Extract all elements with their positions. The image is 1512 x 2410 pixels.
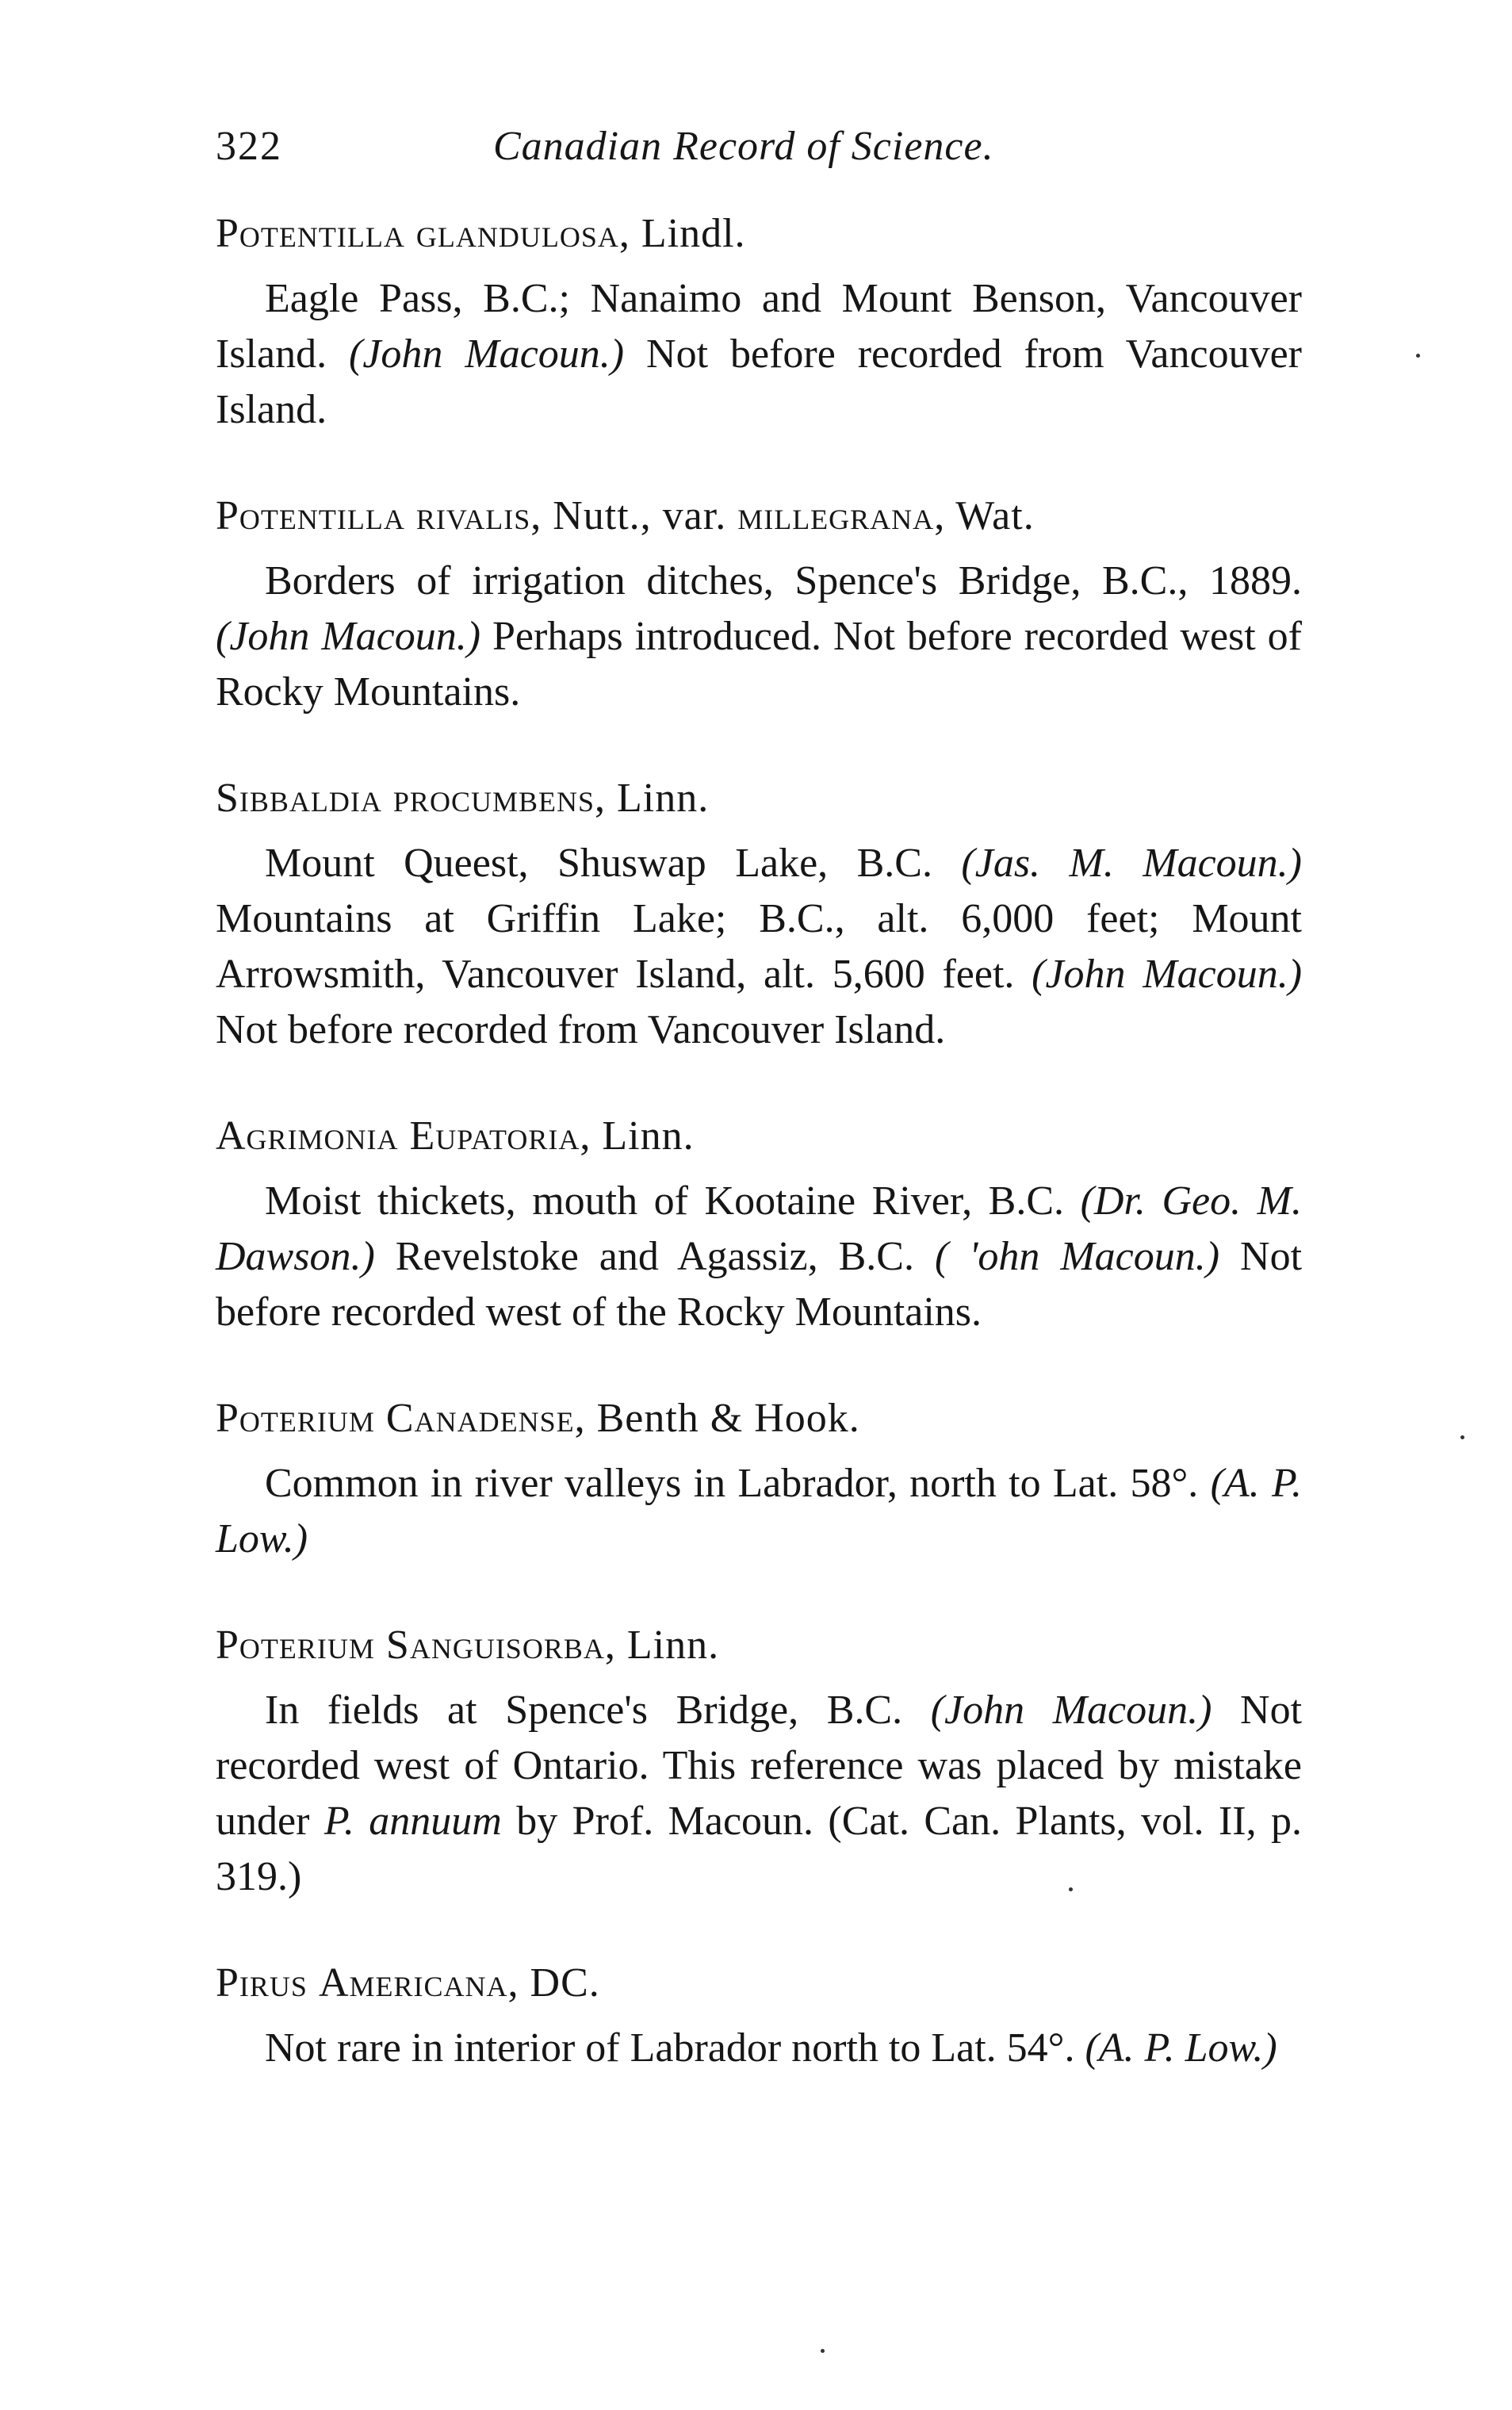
collector: (A. P. Low.) xyxy=(1085,2025,1277,2071)
notes-text: Moist thickets, mouth of Kootaine River, B.C. xyxy=(265,1178,1081,1224)
species-notes xyxy=(216,1174,1302,1340)
species-entry xyxy=(216,206,1302,438)
notes-text: by Prof. Macoun. (Cat. Can. Plants, vol. II, p. 319.) xyxy=(216,1799,1302,1899)
species-name: Eupatoria xyxy=(409,1113,580,1159)
notes-text: Mountains at Griffin Lake; B.C., alt. 6,000 feet; Mount Arrowsmith, Vancouver Island, alt. 5,600 feet. xyxy=(216,896,1302,997)
species-entry xyxy=(216,1109,1302,1340)
authority: , Nutt., var. xyxy=(530,493,738,538)
authority: , Lindl. xyxy=(618,211,746,256)
notes-text: Eagle Pass, B.C.; Nanaimo and Mount Benson, Vancouver Island. xyxy=(216,276,1302,377)
collector: (John Macoun.) xyxy=(930,1688,1212,1733)
notes-text: Not recorded west of Ontario. This reference was placed by mistake under xyxy=(216,1688,1303,1844)
species-notes xyxy=(216,2021,1302,2076)
species-entry xyxy=(216,489,1302,720)
notes-text: In fields at Spence's Bridge, B.C. xyxy=(265,1688,931,1733)
authority: , Linn. xyxy=(604,1623,720,1668)
species-entry xyxy=(216,1391,1302,1567)
page xyxy=(216,119,1302,2127)
genus-name: Potentilla xyxy=(216,493,405,538)
genus-name: Poterium xyxy=(216,1396,375,1441)
collector: (John Macoun.) xyxy=(216,614,481,659)
notes-text: Not rare in interior of Labrador north to Lat. 54°. xyxy=(265,2025,1085,2071)
species-heading xyxy=(216,489,1302,544)
species-notes xyxy=(216,271,1302,438)
page-number: 322 xyxy=(216,124,282,169)
species-notes xyxy=(216,1683,1302,1905)
species-heading xyxy=(216,1956,1302,2011)
notes-text: Not before recorded from Vancouver Island. xyxy=(216,1007,946,1052)
collector: (John Macoun.) xyxy=(349,331,625,377)
notes-text: Perhaps introduced. Not before recorded west of Rocky Mountains. xyxy=(216,614,1302,715)
notes-text: Revelstoke and Agassiz, B.C. xyxy=(374,1234,935,1279)
species-notes xyxy=(216,554,1302,720)
species-notes xyxy=(216,836,1302,1058)
genus-name: Potentilla xyxy=(216,211,405,256)
collector: (Jas. M. Macoun.) xyxy=(961,841,1302,886)
species-heading xyxy=(216,771,1302,826)
notes-text: Not before recorded west of the Rocky Mountains. xyxy=(216,1234,1303,1335)
species-entry xyxy=(216,771,1302,1058)
scan-speck xyxy=(821,2349,825,2353)
authority: , DC. xyxy=(507,1960,600,2006)
scan-speck xyxy=(1460,1435,1464,1439)
species-heading xyxy=(216,1618,1302,1673)
collector: (Dr. Geo. M. Dawson.) xyxy=(216,1178,1302,1279)
genus-name: Poterium xyxy=(216,1623,375,1668)
species-notes xyxy=(216,1456,1302,1567)
notes-text: Common in river valleys in Labrador, north to Lat. 58°. xyxy=(265,1461,1211,1506)
scan-speck xyxy=(1069,1887,1073,1891)
species-name: procumbens xyxy=(392,776,595,821)
species-name: glandulosa xyxy=(415,211,619,256)
authority: , Linn. xyxy=(580,1113,695,1159)
species-reference: P. annuum xyxy=(323,1799,502,1844)
species-heading xyxy=(216,1391,1302,1446)
running-head: Canadian Record of Science. xyxy=(493,124,994,169)
notes-text: Not before recorded from Vancouver Island. xyxy=(216,331,1302,432)
scan-speck xyxy=(1416,354,1420,358)
species-heading xyxy=(216,1109,1302,1164)
species-heading xyxy=(216,206,1302,262)
collector: ( 'ohn Macoun.) xyxy=(934,1234,1220,1279)
authority: , Benth & Hook. xyxy=(574,1396,860,1441)
species-name: Sanguisorba xyxy=(385,1623,605,1668)
authority: , Wat. xyxy=(934,493,1035,538)
page-header xyxy=(216,119,1302,182)
genus-name: Sibbaldia xyxy=(216,776,382,821)
species-name: Americana xyxy=(318,1960,508,2006)
authority: , Linn. xyxy=(594,776,710,821)
genus-name: Agrimonia xyxy=(216,1113,399,1159)
species-name: Canadense xyxy=(385,1396,575,1441)
species-entry xyxy=(216,1618,1302,1905)
collector: (John Macoun.) xyxy=(1032,952,1303,997)
species-entry xyxy=(216,1956,1302,2076)
notes-text: Borders of irrigation ditches, Spence's Bridge, B.C., 1889. xyxy=(265,558,1302,603)
genus-name: Pirus xyxy=(216,1960,308,2006)
notes-text: Mount Queest, Shuswap Lake, B.C. xyxy=(265,841,962,886)
collector: (A. P. Low.) xyxy=(216,1461,1303,1561)
variety-name: millegrana xyxy=(737,493,935,538)
species-name: rivalis xyxy=(415,493,531,538)
